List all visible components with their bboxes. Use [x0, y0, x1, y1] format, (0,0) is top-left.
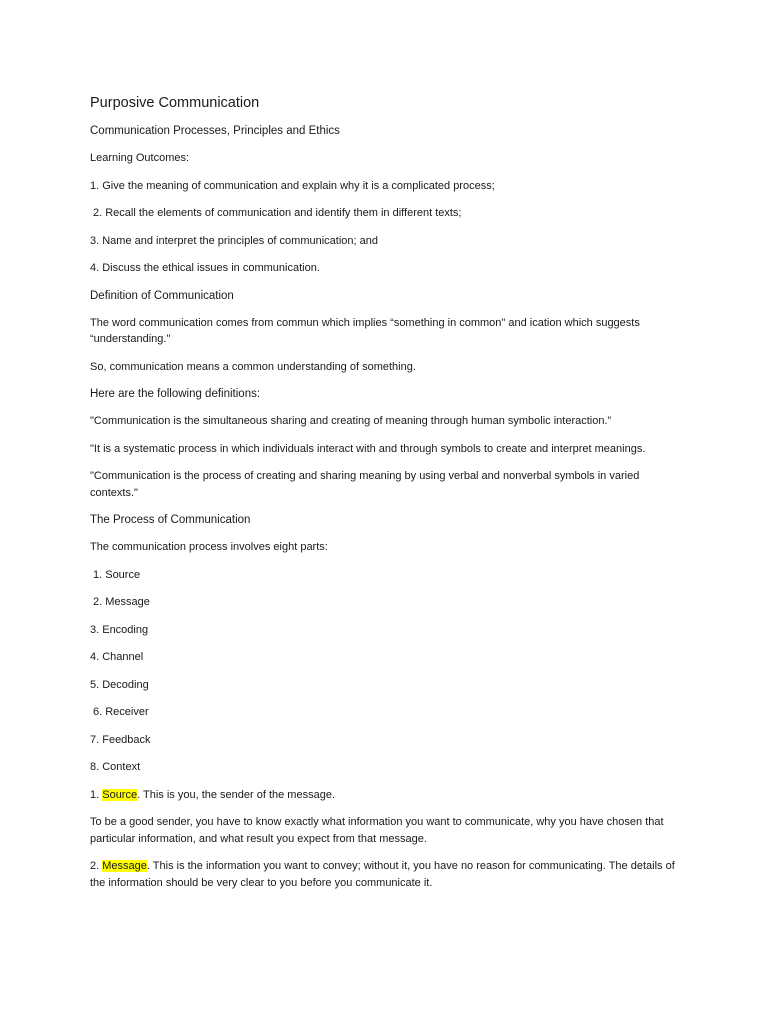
source-term-highlight: Source [102, 788, 138, 801]
process-part-item: 7. Feedback [90, 733, 151, 746]
learning-outcomes-label: Learning Outcomes: [90, 152, 190, 164]
process-part-item: 1. Source [93, 568, 141, 581]
process-part-item: 6. Receiver [93, 706, 149, 718]
source-prefix: 1. [90, 788, 103, 801]
process-part-item: 4. Channel [90, 651, 144, 663]
process-heading: The Process of Communication [90, 514, 251, 526]
definition-heading: Definition of Communication [90, 289, 234, 302]
outcome-item: 3. Name and interpret the principles of communication; and [90, 234, 378, 247]
process-part-item: 8. Context [90, 761, 141, 773]
process-part-item: 2. Message [93, 596, 150, 608]
document-title: Purposive Communication [90, 95, 260, 111]
definitions-heading: Here are the following definitions: [90, 388, 261, 400]
source-detail: To be a good sender, you have to know exactly what information you want to communicate, why you have chosen that particular information, and what result you expect from that message. [90, 816, 664, 845]
source-item [90, 787, 680, 804]
definition-quote: "It is a systematic process in which individuals interact with and through symbols to create and interpret meanings. [90, 442, 646, 455]
definition-paragraph: The word communication comes from commun which implies “something in common" and ication which suggests “understanding." [90, 316, 640, 345]
source-description: . This is you, the sender of the message. [137, 788, 335, 801]
process-part-item: 3. Encoding [90, 623, 149, 636]
document-body [90, 94, 680, 902]
outcome-item: 2. Recall the elements of communication and identify them in different texts; [93, 207, 462, 219]
definition-summary: So, communication means a common understanding of something. [90, 360, 416, 373]
outcome-item: 4. Discuss the ethical issues in communication. [90, 262, 320, 274]
process-part-item: 5. Decoding [90, 678, 149, 691]
message-description: . This is the information you want to convey; without it, you have no reason for communicating. The details of the information should be very clear to you before you communicate it. [90, 860, 675, 889]
message-term-highlight: Message [102, 860, 147, 872]
message-prefix: 2. [90, 860, 103, 872]
document-subtitle: Communication Processes, Principles and Ethics [90, 125, 340, 137]
outcome-item: 1. Give the meaning of communication and explain why it is a complicated process; [90, 179, 495, 192]
definition-quote: "Communication is the simultaneous sharing and creating of meaning through human symbolic interaction.” [90, 415, 612, 427]
definition-quote: "Communication is the process of creating and sharing meaning by using verbal and nonverbal symbols in varied contexts." [90, 470, 640, 499]
process-intro: The communication process involves eight parts: [90, 541, 328, 553]
message-item [90, 858, 680, 891]
